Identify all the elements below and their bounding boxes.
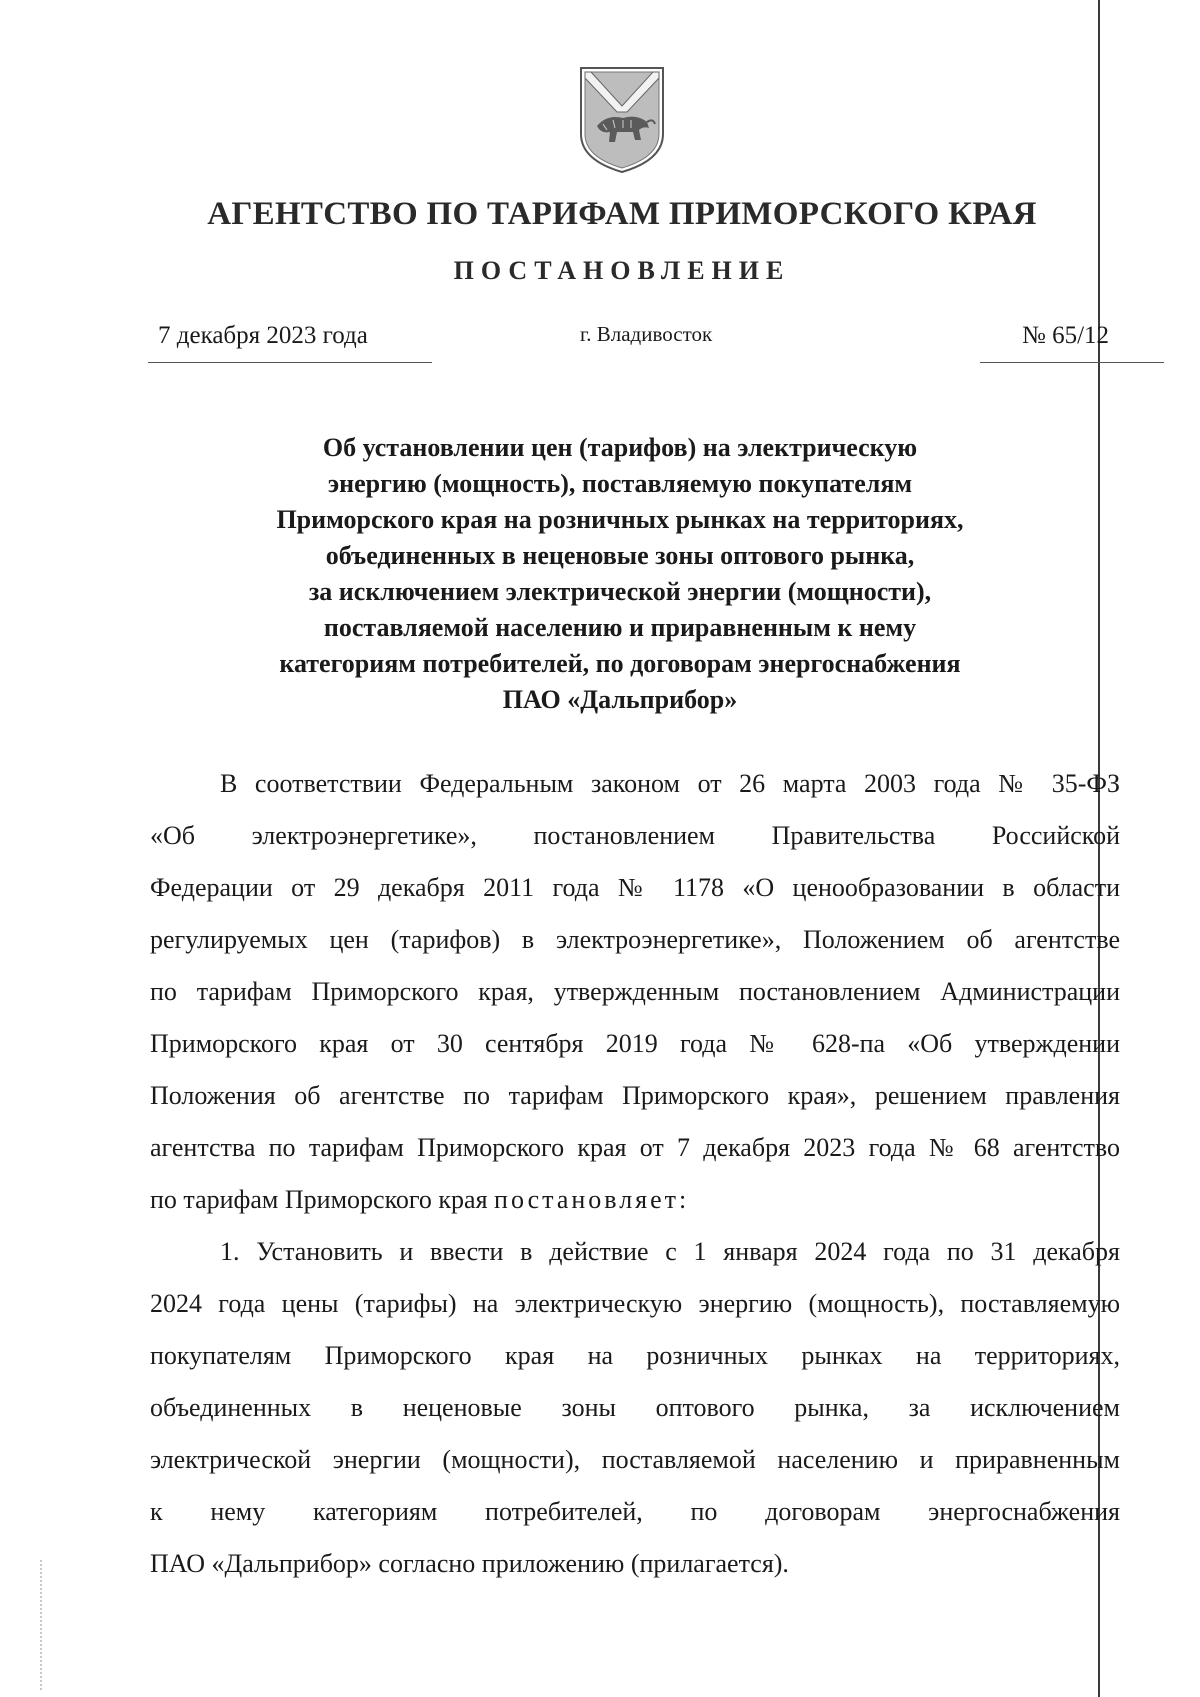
body-line — [150, 1174, 1120, 1226]
date-underline — [148, 362, 432, 363]
subject-line: ПАО «Дальприбор» — [502, 685, 738, 714]
body-line: «Об электроэнергетике», постановлением Правительства Российской — [150, 821, 1120, 850]
document-body — [150, 758, 1120, 1590]
body-line: регулируемых цен (тарифов) в электроэнергетике», Положением об агентстве — [150, 925, 1120, 954]
preamble-paragraph — [150, 758, 1120, 1226]
scan-artifact-specks — [40, 1560, 44, 1690]
body-line: покупателям Приморского края на розничных рынках на территориях, — [150, 1341, 1120, 1370]
subject-line: Об установлении цен (тарифов) на электрическую — [322, 433, 918, 462]
body-line: по тарифам Приморского края, утвержденным постановлением Администрации — [150, 977, 1120, 1006]
document-city: г. Владивосток — [580, 322, 713, 346]
body-line: Приморского края от 30 сентября 2019 года № 628-па «Об утверждении — [150, 1029, 1120, 1058]
subject-line: Приморского края на розничных рынках на территориях, — [276, 505, 964, 534]
document-type: ПОСТАНОВЛЕНИЕ — [453, 256, 791, 285]
body-line: объединенных в неценовые зоны оптового рынка, за исключением — [150, 1393, 1120, 1422]
body-line: 2024 года цены (тарифы) на электрическую энергию (мощность), поставляемую — [150, 1289, 1120, 1318]
subject-line: поставляемой населению и приравненным к нему — [323, 613, 917, 642]
body-line-text: по тарифам Приморского края — [150, 1185, 495, 1214]
body-line: агентства по тарифам Приморского края от 7 декабря 2023 года № 68 агентство — [150, 1133, 1120, 1162]
coat-of-arms-icon — [577, 64, 667, 176]
subject-line: энергию (мощность), поставляемую покупателям — [327, 469, 913, 498]
body-line: 1. Установить и ввести в действие с 1 января 2024 года по 31 декабря — [220, 1237, 1120, 1266]
resolves-word: постановляет: — [494, 1185, 690, 1214]
document-subject — [200, 430, 1040, 718]
item-1-paragraph — [150, 1226, 1120, 1590]
body-line: В соответствии Федеральным законом от 26 марта 2003 года № 35-ФЗ — [220, 769, 1120, 798]
document-number: № 65/12 — [1022, 322, 1110, 349]
document-date: 7 декабря 2023 года — [158, 322, 368, 349]
agency-title: АГЕНТСТВО ПО ТАРИФАМ ПРИМОРСКОГО КРАЯ — [207, 196, 1037, 232]
number-underline — [980, 362, 1164, 363]
body-line: Федерации от 29 декабря 2011 года № 1178 «О ценообразовании в области — [150, 873, 1120, 902]
subject-line: категориям потребителей, по договорам энергоснабжения — [279, 649, 961, 678]
body-line: к нему категориям потребителей, по договорам энергоснабжения — [150, 1497, 1120, 1526]
body-line: электрической энергии (мощности), поставляемой населению и приравненным — [150, 1445, 1120, 1474]
body-line: Положения об агентстве по тарифам Приморского края», решением правления — [150, 1081, 1120, 1110]
subject-line: объединенных в неценовые зоны оптового рынка, — [325, 541, 915, 570]
subject-line: за исключением электрической энергии (мощности), — [308, 577, 932, 606]
body-line: ПАО «Дальприбор» согласно приложению (прилагается). — [150, 1549, 789, 1578]
